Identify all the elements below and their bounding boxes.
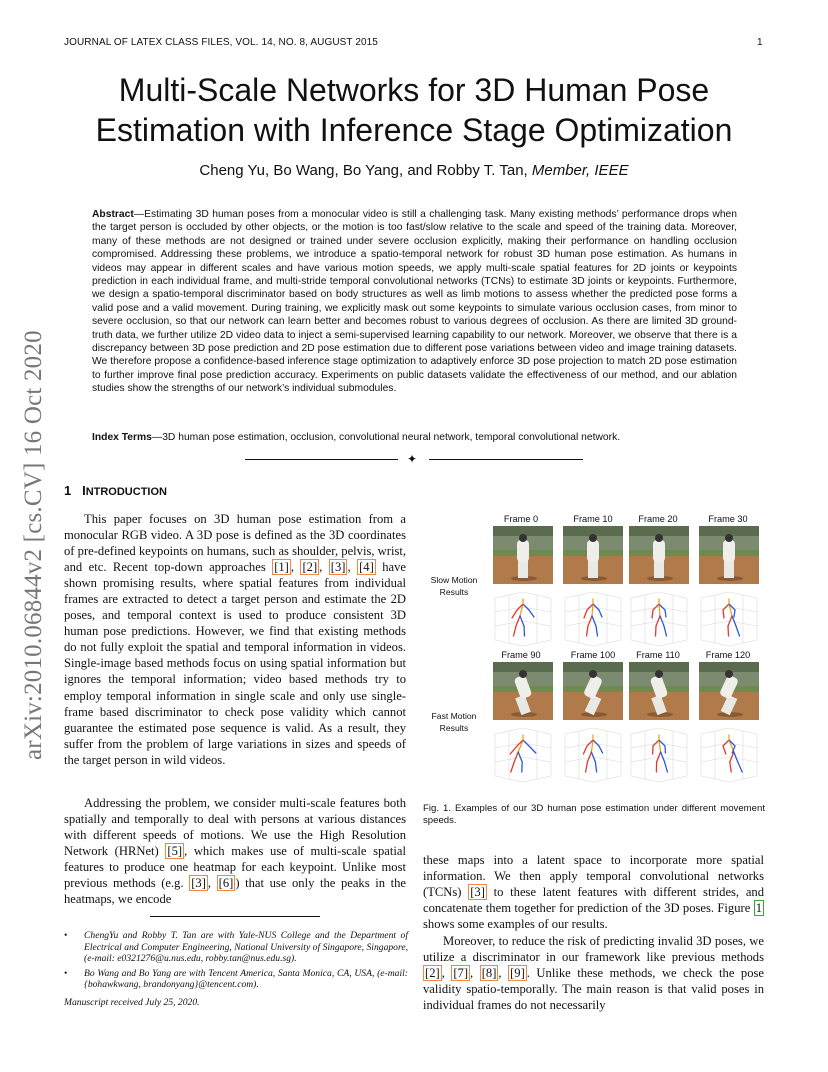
frame-label: Frame 120	[705, 650, 751, 660]
author-names: Cheng Yu, Bo Wang, Bo Yang, and Robby T. Tan,	[199, 162, 528, 179]
pose-plot	[629, 726, 689, 784]
index-terms-label: Index Terms	[92, 432, 152, 443]
section-divider	[245, 452, 585, 466]
divider-line-right	[429, 459, 583, 460]
pose-plot	[699, 726, 759, 784]
paragraph-4: Moreover, to reduce the risk of predicting invalid 3D poses, we utilize a discriminator in our framework like previous methods [2] , [7] , [8] , [9] . Unlike these methods, we check the pose validity spatio-temporally. The main reason is that valid poses in individual frames do not necessarily	[423, 934, 765, 1013]
author-list	[60, 162, 768, 179]
citation-link[interactable]: [5]	[167, 844, 183, 859]
footnote-2	[64, 968, 408, 991]
skeleton-bone	[524, 626, 525, 636]
p3-text-a: these maps into a latent space to incorporate more spatial information. We then apply temporal convolutional networks (TCNs)	[423, 853, 764, 900]
row-label-fast-line2: Results	[439, 723, 469, 733]
citation-link[interactable]: [3]	[330, 560, 346, 575]
citation-link[interactable]: [8]	[481, 966, 497, 981]
skeleton-bone	[514, 626, 517, 636]
frame-legs	[724, 560, 734, 578]
video-frame-image	[629, 526, 689, 584]
figure-link[interactable]: 1	[755, 901, 762, 916]
divider-diamond-icon: ✦	[407, 452, 418, 466]
figure-caption: Fig. 1. Examples of our 3D human pose estimation under different movement speeds.	[423, 803, 765, 826]
abstract-label: Abstract	[92, 209, 134, 220]
arxiv-stamp-text: arXiv:2010.06844v2 [cs.CV] 16 Oct 2020	[20, 330, 47, 760]
frame-label: Frame 30	[708, 514, 748, 524]
skeleton-bone	[592, 604, 593, 616]
row-label-slow	[419, 574, 489, 598]
skeleton-bone	[512, 610, 517, 618]
skeleton-bone	[661, 752, 665, 762]
row-label-slow-line1: Slow Motion	[430, 575, 478, 585]
skeleton-bone	[736, 626, 740, 636]
skeleton-bone	[596, 626, 598, 636]
skeleton-bone	[584, 610, 587, 618]
abstract-text: —Estimating 3D human poses from a monocular video is still a challenging task. Many existing methods’ performance drops when the target person is occluded by other objects, or the motion is too fast/slow relative to the scale and speed of the training data. Moreover, many of these methods are not designed or trained under severe occlusion explicitly, making their performance on handling occlusion compromised. Addressing these problems, we introduce a spatio-temporal network for robust 3D human pose estimation. As humans in videos may appear in different scales and have various motion speeds, we apply multi-scale spatial features for 2D joints or keypoints prediction in each individual frame, and multi-stride temporal convolutional networks (TCNs) to estimate 3D joints or keypoints. Furthermore, we design a spatio-temporal discriminator based on body structures as well as limb motions to assess whether the predicted pose forms a valid pose and a valid movement. During training, we explicitly mask out some keypoints to simulate various occlusion cases, from minor to severe occlusion, so that our network can learn better and becomes robust to various degrees of occlusion. As there are limited 3D ground-truth data, we further utilize 2D video data to inject a semi-supervised learning capability to our network. Moreover, we observe that there is a discrepancy between 3D pose prediction and 2D pose estimation due to different pose variations between video and image training datasets. We therefore propose a confidence-based inference stage optimization to adaptively enforce 3D pose projection to match 2D pose estimation to further improve final pose prediction accuracy. Experiments on public datasets validate the effectiveness of our method, and our ablation studies show the strengths of our network’s individual submodules.	[92, 209, 737, 395]
citation-link[interactable]: [9]	[510, 966, 525, 981]
footnote-bullet: •	[64, 930, 68, 941]
index-terms-text: —3D human pose estimation, occlusion, convolutional neural network, temporal convolutional network.	[151, 432, 621, 443]
footnote-bullet: •	[64, 967, 68, 979]
skeleton-bone	[738, 762, 742, 772]
frame-legs	[654, 560, 664, 578]
paragraph-2: Addressing the problem, we consider multi-scale features both spatially and temporally to deal with persons at various distances with different speeds of motions. We use the High Resolution Network (HRNet) [5] , which makes use of multi-scale spatial features to produce one heatmap for each keypoint. Unlike most previous methods (e.g. [3] , [6] ) that use only the peaks in the heatmaps, we encode	[64, 796, 407, 907]
citation-link[interactable]: [6]	[218, 876, 234, 891]
pose-plot	[563, 590, 623, 648]
frame-legs	[588, 560, 598, 578]
skeleton-bone	[665, 610, 666, 617]
pose-plot	[563, 726, 623, 784]
row-label-fast-line1: Fast Motion	[431, 711, 477, 721]
skeleton-bone	[599, 610, 602, 617]
skeleton-bone	[659, 604, 660, 616]
frame-head	[655, 534, 663, 542]
paragraph-3	[423, 852, 764, 932]
paragraph-1: This paper focuses on 3D human pose estimation from a monocular RGB video. A 3D pose is defined as the 3D coordinates of pre-defined keypoints on humans, such as shoulder, pelvis, wrist, and etc. Recent top-down approaches [1] , [2] , [3] , [4] have shown promising results, where spatial features from individual frames are extracted to detect a target person and estimate the 2D poses, and temporal context is used to produce consistent 3D human pose predictions. However, we find that existing methods do not fully exploit the spatial and temporal information in videos. Single-image based methods focus on using spatial information but ignores the temporal information; video based methods try to employ temporal information in single scale and only use single-frame based discriminator to check pose validity which cannot guarantee the estimated pose sequence is valid. As a result, they suffer from the problem of large variations in sizes and speeds of the target person in wild videos.	[64, 512, 406, 767]
footnote-1-text: ChengYu and Robby T. Tan are with Yale-NUS College and the Department of Electrical and Computer Engineering, National University of Singapore, Singapore, (e-mail: e0321276@u.nus.edu, robby.tan@nus.edu.sg).	[84, 930, 408, 964]
pose-plot	[629, 590, 689, 648]
skeleton-bone	[583, 746, 587, 754]
paper-title: Multi-Scale Networks for 3D Human Pose Estimation with Inference Stage Optimization	[95, 72, 733, 148]
frame-label: Frame 20	[638, 514, 678, 524]
frame-label: Frame 100	[570, 650, 616, 660]
p2-text-b: , which makes use of multi-scale spatial features to produce one heatmap for each keypoint. Unlike most previous methods (e.g.	[64, 844, 406, 891]
frame-label: Frame 10	[573, 514, 613, 524]
footnote-1	[64, 930, 408, 965]
p2-text-c: ) that use only the peaks in the heatmaps, we encode	[64, 876, 407, 907]
section-number: 1	[64, 483, 72, 498]
video-frame-image	[699, 526, 759, 584]
section-title-first: I	[82, 483, 86, 498]
skeleton-bone	[734, 610, 735, 617]
skeleton-bone	[587, 752, 591, 762]
skeleton-bone	[664, 626, 667, 636]
p4-text-a: Moreover, to reduce the risk of predicting invalid 3D poses, we utilize a discriminator in our framework like previous methods	[423, 934, 764, 965]
skeleton-bone	[734, 752, 738, 762]
skeleton-bone	[511, 762, 514, 772]
p4-text-b: . Unlike these methods, we check the pose validity spatio-temporally. The main reason is that valid poses in individual frames do not necessarily	[423, 966, 765, 1013]
skeleton-bone	[516, 616, 520, 626]
index-terms	[92, 432, 737, 443]
citation-link[interactable]: [4]	[359, 560, 374, 575]
citation-link[interactable]: [2]	[425, 966, 440, 981]
journal-header: JOURNAL OF LATEX CLASS FILES, VOL. 14, NO. 8, AUGUST 2015	[64, 37, 378, 48]
skeleton-bone	[595, 762, 596, 772]
frame-body	[587, 540, 599, 562]
skeleton-bone	[665, 762, 668, 772]
footnote-rule	[150, 916, 320, 917]
citation-link[interactable]: [7]	[453, 966, 469, 981]
skeleton-bone	[529, 610, 534, 617]
frame-body	[517, 540, 529, 562]
frame-head	[589, 534, 597, 542]
citation-link[interactable]: [2]	[302, 560, 318, 575]
pose-plot	[699, 590, 759, 648]
author-membership: Member, IEEE	[531, 162, 629, 179]
frame-head	[519, 534, 527, 542]
citation-link[interactable]: [3]	[470, 885, 485, 900]
skeleton-bone	[529, 746, 536, 753]
abstract	[92, 208, 737, 396]
skeleton-bone	[723, 746, 726, 754]
skeleton-bone	[586, 762, 588, 772]
skeleton-bone	[587, 626, 589, 636]
video-frame-image	[629, 662, 689, 720]
skeleton-bone	[728, 626, 729, 636]
video-frame-image	[563, 526, 623, 584]
pose-plot	[493, 726, 553, 784]
section-title-rest: NTRODUCTION	[85, 486, 167, 498]
video-frame-image	[563, 662, 623, 720]
frame-label: Frame 110	[636, 650, 680, 660]
p3-text-c: shows some examples of our results.	[423, 917, 608, 932]
frame-body	[723, 540, 735, 562]
skeleton-bone	[656, 626, 657, 636]
footnote-2-text: Bo Wang and Bo Yang are with Tencent America, Santa Monica, CA, USA, (e-mail: {bohawkwang, brandonyang}@tencent.com).	[84, 967, 408, 990]
skeleton-bone	[599, 746, 603, 753]
citation-link[interactable]: [1]	[274, 560, 289, 575]
skeleton-bone	[514, 752, 518, 762]
p1-text-b: have shown promising results, where spatial features from individual frames are extracted to detect a target person and estimate the 2D poses, and temporal context is used to produce consistent 3D human pose predictions. However, we find that existing methods do not fully exploit the spatial and temporal information in videos. Single-image based methods focus on using spatial information but ignores the temporal information; video based methods try to employ temporal information in single scale and only use single-frame based discriminator to check pose validity which cannot guarantee the estimated pose sequence is valid. As a result, they suffer from the problem of large variations in sizes and speeds of the target person in wild videos.	[64, 560, 406, 767]
video-frame-image	[699, 662, 759, 720]
figure-1	[423, 508, 765, 798]
frame-legs	[518, 560, 528, 578]
row-label-fast	[419, 710, 489, 734]
skeleton-bone	[723, 610, 724, 618]
frame-body	[653, 540, 665, 562]
section-heading	[64, 483, 167, 498]
video-frame-image	[493, 662, 553, 720]
row-label-slow-line2: Results	[439, 587, 469, 597]
page-number: 1	[757, 37, 763, 48]
skeleton-bone	[510, 746, 517, 754]
frame-head	[725, 534, 733, 542]
frame-label: Frame 90	[501, 650, 541, 660]
divider-line-left	[245, 459, 398, 460]
skeleton-bone	[652, 610, 653, 618]
footnotes	[64, 930, 408, 994]
p2-text-a: Addressing the problem, we consider multi-scale features both spatially and temporally to deal with persons at various distances with different speeds of motions. We use the High Resolution Network (HRNet)	[64, 796, 406, 859]
pose-plot	[493, 590, 553, 648]
skeleton-bone	[730, 762, 731, 772]
frame-label: Frame 0	[503, 514, 539, 524]
p3-text-b: to these latent features with different strides, and concatenate them together for prediction of the 3D poses. Figure	[423, 885, 764, 916]
citation-link[interactable]: [3]	[191, 876, 206, 891]
p1-text-a: This paper focuses on 3D human pose estimation from a monocular RGB video. A 3D pose is defined as the 3D coordinates of pre-defined keypoints on humans, such as shoulder, pelvis, wrist, and etc. Recent top-down approaches	[64, 512, 406, 575]
arxiv-stamp[interactable]	[8, 290, 48, 760]
video-frame-image	[493, 526, 553, 584]
manuscript-date: Manuscript received July 25, 2020.	[64, 997, 200, 1008]
